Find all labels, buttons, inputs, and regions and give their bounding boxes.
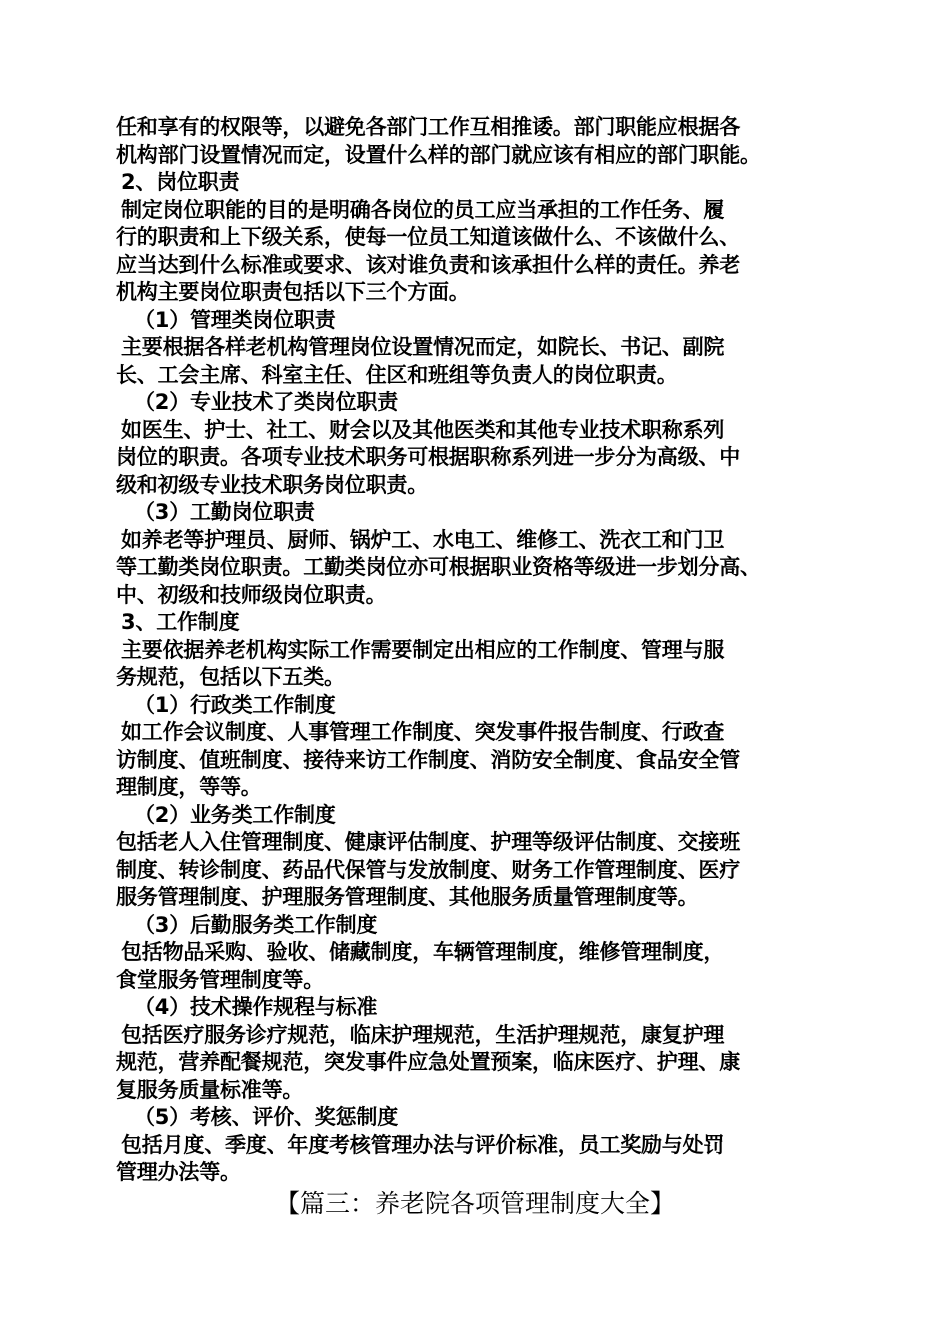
text-line: 如养老等护理员、厨师、锅炉工、水电工、维修工、洗衣工和门卫 — [121, 527, 725, 552]
subsection-heading: （1）行政类工作制度 — [134, 692, 336, 717]
text-line: 包括医疗服务诊疗规范，临床护理规范，生活护理规范，康复护理 — [121, 1022, 725, 1047]
subsection-heading: （3）后勤服务类工作制度 — [134, 912, 378, 937]
subsection-heading: （1）管理类岗位职责 — [134, 307, 336, 332]
text-line: 行的职责和上下级关系，使每一位员工知道该做什么、不该做什么、 — [116, 225, 740, 249]
text-line: 包括物品采购、验收、储藏制度，车辆管理制度，维修管理制度， — [121, 940, 725, 964]
text-line: 岗位的职责。各项专业技术职务可根据职称系列进一步分为高级、中 — [116, 445, 740, 469]
subsection-heading: （3）工勤岗位职责 — [134, 500, 315, 524]
text-line: 规范，营养配餐规范，突发事件应急处置预案，临床医疗、护理、康 — [116, 1050, 740, 1074]
text-line: 机构主要岗位职责包括以下三个方面。 — [116, 280, 470, 304]
text-line: 机构部门设置情况而定，设置什么样的部门就应该有相应的部门职能。 — [116, 142, 761, 167]
text-line: 制定岗位职能的目的是明确各岗位的员工应当承担的工作任务、履 — [121, 197, 725, 222]
text-line: 如工作会议制度、人事管理工作制度、突发事件报告制度、行政查 — [121, 720, 725, 744]
subsection-heading: （4）技术操作规程与标准 — [134, 995, 378, 1019]
text-line: 包括老人入住管理制度、健康评估制度、护理等级评估制度、交接班 — [116, 830, 740, 854]
text-line: 长、工会主席、科室主任、住区和班组等负责人的岗位职责。 — [116, 362, 678, 387]
text-line: 管理办法等。 — [116, 1160, 241, 1184]
text-line: 主要依据养老机构实际工作需要制定出相应的工作制度、管理与服 — [121, 637, 725, 662]
text-line: 理制度，等等。 — [116, 775, 262, 799]
text-line: 包括月度、季度、年度考核管理办法与评价标准，员工奖励与处罚 — [121, 1132, 725, 1157]
text-line: 任和享有的权限等，以避免各部门工作互相推诿。部门职能应根据各 — [116, 115, 740, 139]
text-line: 级和初级专业技术职务岗位职责。 — [116, 472, 428, 497]
section-heading: 2、岗位职责 — [121, 170, 240, 194]
text-line: 如医生、护士、社工、财会以及其他医类和其他专业技术职称系列 — [121, 417, 725, 442]
subsection-heading: （2）业务类工作制度 — [134, 802, 336, 827]
text-line: 服务管理制度、护理服务管理制度、其他服务质量管理制度等。 — [116, 885, 699, 909]
text-line: 访制度、值班制度、接待来访工作制度、消防安全制度、食品安全管 — [116, 747, 740, 772]
text-line: 复服务质量标准等。 — [116, 1077, 304, 1102]
text-line: 等工勤类岗位职责。工勤类岗位亦可根据职业资格等级进一步划分高、 — [116, 555, 761, 579]
subsection-heading: （2）专业技术了类岗位职责 — [134, 390, 399, 414]
text-line: 主要根据各样老机构管理岗位设置情况而定，如院长、书记、副院 — [121, 335, 725, 359]
part-title: 【篇三：养老院各项管理制度大全】 — [274, 1189, 675, 1218]
text-line: 制度、转诊制度、药品代保管与发放制度、财务工作管理制度、医疗 — [116, 857, 740, 882]
section-heading: 3、工作制度 — [121, 610, 240, 634]
subsection-heading: （5）考核、评价、奖惩制度 — [134, 1105, 399, 1129]
text-line: 应当达到什么标准或要求、该对谁负责和该承担什么样的责任。养老 — [116, 252, 740, 277]
document-body — [116, 114, 844, 1187]
text-line: 食堂服务管理制度等。 — [116, 967, 324, 992]
text-line: 务规范，包括以下五类。 — [116, 665, 345, 689]
text-line: 中、初级和技师级岗位职责。 — [116, 582, 387, 607]
